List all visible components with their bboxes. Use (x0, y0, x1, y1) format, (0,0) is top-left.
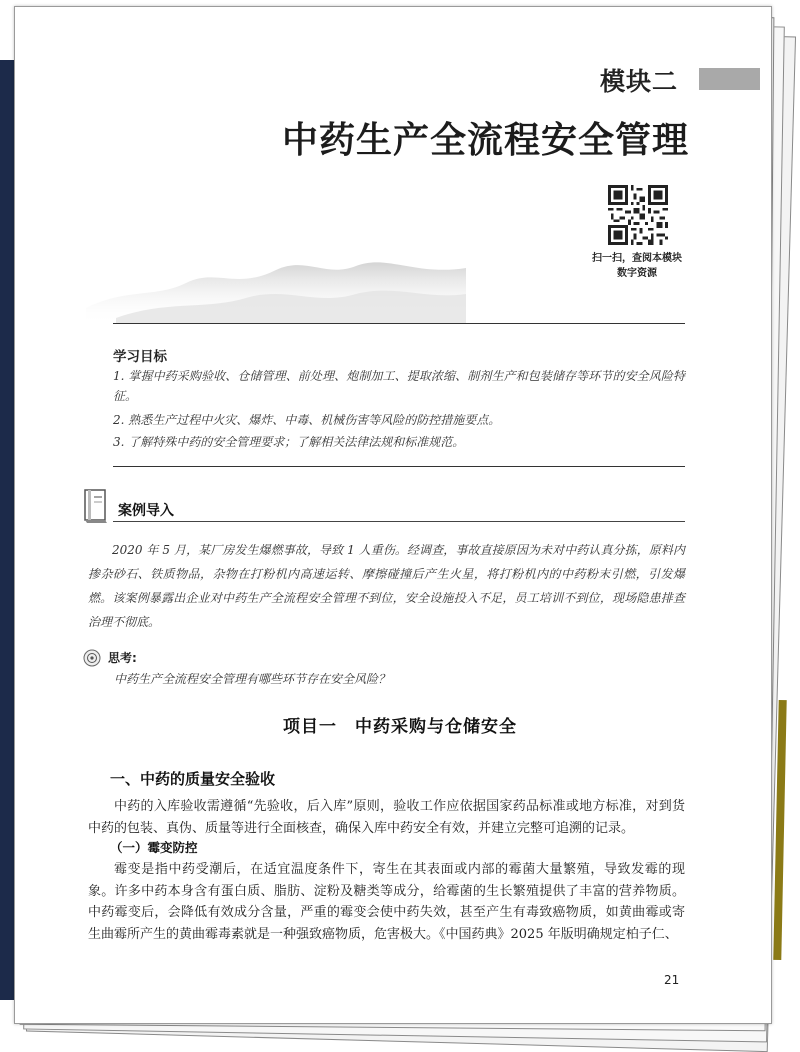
section-paragraph: 中药的入库验收需遵循“先验收，后入库”原则，验收工作应依据国家药品标准或地方标准，对到货中药的包装、真伪、质量等进行全面核查，确保入库中药安全有效，并建立完整可追溯的记录。 (88, 799, 685, 836)
subsection-heading: （一）霉变防控 (110, 840, 198, 855)
think-label: 思考: (108, 651, 137, 665)
book-cover-edge (0, 60, 14, 1000)
case-heading-rule (113, 521, 685, 522)
qr-caption (582, 251, 692, 281)
objectives-heading: 学习目标 (113, 349, 167, 365)
thinking-head-icon (83, 649, 101, 667)
objective-item: 1. 掌握中药采购验收、仓储管理、前处理、炮制加工、提取浓缩、制剂生产和包装储存等环节的安全风险特征。 (113, 369, 685, 403)
case-heading: 案例导入 (118, 503, 174, 519)
project-title: 项目一 中药采购与仓储安全 (283, 717, 517, 737)
objective-item: 2. 熟悉生产过程中火灾、爆炸、中毒、机械伤害等风险的防控措施要点。 (113, 413, 501, 427)
qr-caption-line2: 数字资源 (617, 268, 657, 279)
divider-top (113, 323, 685, 324)
subsection-paragraph: 霉变是指中药受潮后，在适宜温度条件下，寄生在其表面或内部的霉菌大量繁殖，导致发霉的现象。许多中药本身含有蛋白质、脂肪、淀粉及糖类等成分，给霉菌的生长繁殖提供了丰富的营养物质。中药霉变后，会降低有效成分含量，严重的霉变会使中药失效，甚至产生有毒致癌物质，如黄曲霉或寄生曲霉所产生的黄曲霉毒素就是一种强致癌物质，危害极大。《中国药典》2025 年版明确规定柏子仁、 (88, 862, 685, 942)
module-label: 模块二 (600, 67, 679, 96)
page-number: 21 (664, 973, 680, 987)
ink-mountain-illustration (86, 228, 466, 324)
module-label-bar (699, 68, 760, 90)
objective-item: 3. 了解特殊中药的安全管理要求；了解相关法律法规和标准规范。 (113, 435, 465, 449)
section-heading: 一、中药的质量安全验收 (110, 770, 276, 788)
qr-code[interactable] (608, 185, 668, 245)
case-text: 2020 年 5 月，某厂房发生爆燃事故，导致 1 人重伤。经调查，事故直接原因为未对中药认真分拣，原料内掺杂砂石、铁质物品，杂物在打粉机内高速运转、摩擦碰撞后产生火星，将打粉机内的中药粉末引燃，引发爆燃。该案例暴露出企业对中药生产全流程安全管理不到位，安全设施投入不足，员工培训不到位，现场隐患排查治理不彻底。 (88, 543, 685, 629)
qr-caption-line1: 扫一扫，查阅本模块 (592, 253, 682, 264)
divider-objectives (113, 466, 685, 467)
think-question: 中药生产全流程安全管理有哪些环节存在安全风险？ (114, 672, 391, 686)
book-icon (82, 488, 110, 524)
module-title: 中药生产全流程安全管理 (281, 120, 689, 161)
